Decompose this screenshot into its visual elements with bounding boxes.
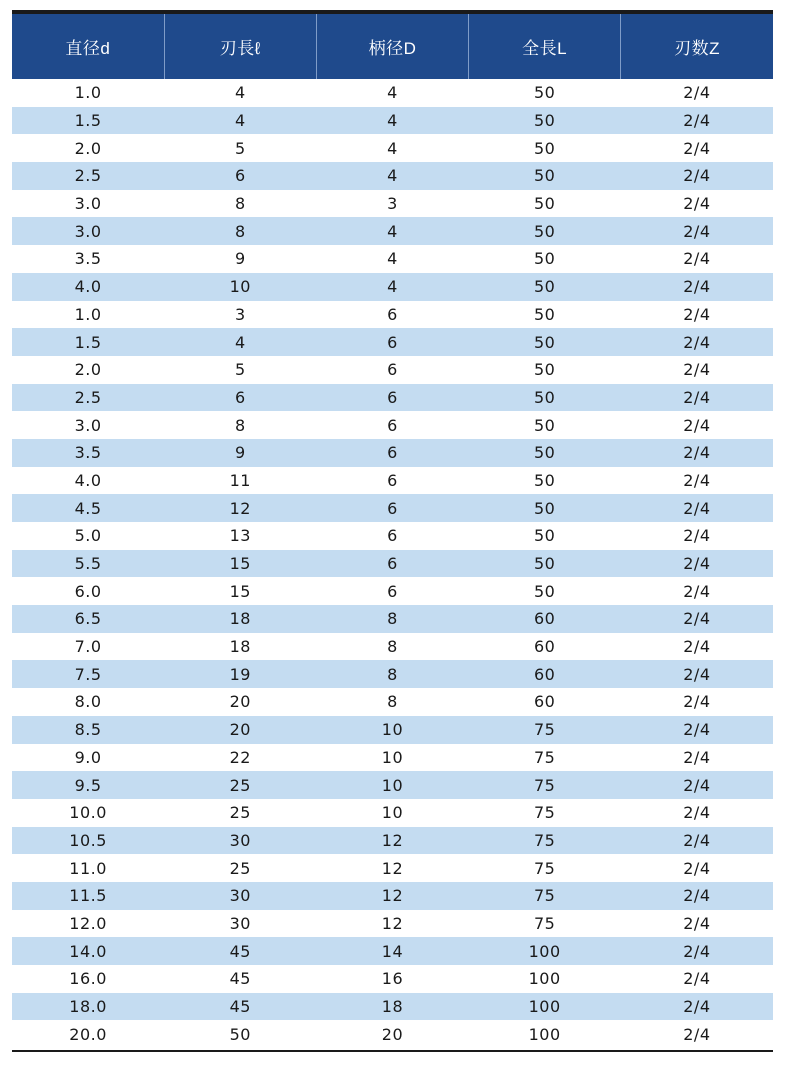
- cell-shank-diameter: 14: [316, 937, 468, 965]
- cell-diameter: 1.5: [12, 328, 164, 356]
- table-row: [12, 827, 773, 855]
- cell-overall-length: 75: [469, 744, 621, 772]
- cell-shank-diameter: 4: [316, 245, 468, 273]
- table-row: [12, 716, 773, 744]
- cell-flute-length: 6: [164, 162, 316, 190]
- cell-shank-diameter: 10: [316, 771, 468, 799]
- table-row: [12, 577, 773, 605]
- cell-overall-length: 50: [469, 245, 621, 273]
- cell-overall-length: 50: [469, 384, 621, 412]
- cell-flute-count: 2/4: [621, 688, 773, 716]
- table-row: [12, 245, 773, 273]
- cell-flute-count: 2/4: [621, 522, 773, 550]
- cell-diameter: 3.5: [12, 439, 164, 467]
- cell-overall-length: 100: [469, 937, 621, 965]
- cell-shank-diameter: 4: [316, 79, 468, 107]
- cell-flute-count: 2/4: [621, 937, 773, 965]
- cell-flute-count: 2/4: [621, 827, 773, 855]
- cell-flute-length: 25: [164, 771, 316, 799]
- cell-flute-count: 2/4: [621, 716, 773, 744]
- cell-diameter: 2.5: [12, 384, 164, 412]
- cell-flute-count: 2/4: [621, 799, 773, 827]
- cell-overall-length: 50: [469, 301, 621, 329]
- cell-flute-length: 6: [164, 384, 316, 412]
- table-row: [12, 854, 773, 882]
- cell-diameter: 11.0: [12, 854, 164, 882]
- cell-flute-length: 4: [164, 328, 316, 356]
- cell-overall-length: 50: [469, 550, 621, 578]
- cell-flute-length: 4: [164, 107, 316, 135]
- cell-flute-length: 9: [164, 439, 316, 467]
- cell-diameter: 4.5: [12, 494, 164, 522]
- cell-flute-length: 15: [164, 550, 316, 578]
- cell-diameter: 12.0: [12, 910, 164, 938]
- table-row: [12, 688, 773, 716]
- cell-flute-count: 2/4: [621, 854, 773, 882]
- cell-diameter: 2.5: [12, 162, 164, 190]
- cell-overall-length: 50: [469, 79, 621, 107]
- table-row: [12, 107, 773, 135]
- cell-shank-diameter: 16: [316, 965, 468, 993]
- cell-flute-length: 19: [164, 660, 316, 688]
- cell-shank-diameter: 4: [316, 273, 468, 301]
- cell-overall-length: 60: [469, 688, 621, 716]
- table-row: [12, 771, 773, 799]
- cell-overall-length: 50: [469, 162, 621, 190]
- cell-overall-length: 50: [469, 356, 621, 384]
- cell-flute-length: 25: [164, 854, 316, 882]
- cell-flute-length: 4: [164, 79, 316, 107]
- cell-overall-length: 50: [469, 467, 621, 495]
- cell-overall-length: 50: [469, 107, 621, 135]
- cell-shank-diameter: 6: [316, 577, 468, 605]
- cell-overall-length: 75: [469, 716, 621, 744]
- cell-flute-count: 2/4: [621, 660, 773, 688]
- table-row: [12, 522, 773, 550]
- cell-shank-diameter: 6: [316, 467, 468, 495]
- cell-shank-diameter: 6: [316, 301, 468, 329]
- cell-shank-diameter: 4: [316, 134, 468, 162]
- table-row: [12, 1020, 773, 1048]
- table-row: [12, 799, 773, 827]
- cell-diameter: 5.0: [12, 522, 164, 550]
- cell-flute-length: 30: [164, 882, 316, 910]
- cell-flute-length: 9: [164, 245, 316, 273]
- cell-diameter: 5.5: [12, 550, 164, 578]
- cell-diameter: 4.0: [12, 467, 164, 495]
- cell-flute-count: 2/4: [621, 965, 773, 993]
- spec-table: [12, 14, 773, 1048]
- cell-shank-diameter: 10: [316, 799, 468, 827]
- cell-flute-count: 2/4: [621, 79, 773, 107]
- cell-flute-length: 13: [164, 522, 316, 550]
- table-row: [12, 217, 773, 245]
- header-diameter: 直径d: [12, 14, 164, 79]
- cell-overall-length: 50: [469, 411, 621, 439]
- cell-flute-count: 2/4: [621, 190, 773, 218]
- cell-diameter: 1.5: [12, 107, 164, 135]
- cell-overall-length: 50: [469, 522, 621, 550]
- cell-diameter: 8.0: [12, 688, 164, 716]
- cell-diameter: 2.0: [12, 134, 164, 162]
- cell-shank-diameter: 12: [316, 882, 468, 910]
- cell-flute-count: 2/4: [621, 328, 773, 356]
- cell-diameter: 1.0: [12, 301, 164, 329]
- table-row: [12, 965, 773, 993]
- cell-overall-length: 50: [469, 328, 621, 356]
- cell-flute-count: 2/4: [621, 910, 773, 938]
- cell-diameter: 3.5: [12, 245, 164, 273]
- cell-shank-diameter: 12: [316, 827, 468, 855]
- cell-diameter: 20.0: [12, 1020, 164, 1048]
- cell-overall-length: 75: [469, 882, 621, 910]
- cell-flute-length: 22: [164, 744, 316, 772]
- cell-shank-diameter: 8: [316, 688, 468, 716]
- cell-diameter: 8.5: [12, 716, 164, 744]
- table-row: [12, 550, 773, 578]
- header-shank-diameter: 柄径D: [316, 14, 468, 79]
- cell-diameter: 10.5: [12, 827, 164, 855]
- cell-flute-count: 2/4: [621, 744, 773, 772]
- cell-flute-count: 2/4: [621, 273, 773, 301]
- cell-diameter: 11.5: [12, 882, 164, 910]
- cell-diameter: 7.5: [12, 660, 164, 688]
- cell-flute-length: 3: [164, 301, 316, 329]
- cell-overall-length: 60: [469, 633, 621, 661]
- cell-shank-diameter: 6: [316, 494, 468, 522]
- cell-shank-diameter: 10: [316, 716, 468, 744]
- cell-diameter: 3.0: [12, 217, 164, 245]
- cell-overall-length: 100: [469, 993, 621, 1021]
- cell-flute-count: 2/4: [621, 439, 773, 467]
- cell-flute-count: 2/4: [621, 162, 773, 190]
- cell-overall-length: 75: [469, 827, 621, 855]
- cell-overall-length: 100: [469, 1020, 621, 1048]
- cell-flute-count: 2/4: [621, 605, 773, 633]
- cell-diameter: 9.5: [12, 771, 164, 799]
- table-row: [12, 744, 773, 772]
- cell-flute-length: 30: [164, 910, 316, 938]
- table-row: [12, 328, 773, 356]
- table-row: [12, 134, 773, 162]
- cell-shank-diameter: 8: [316, 605, 468, 633]
- table-row: [12, 79, 773, 107]
- cell-shank-diameter: 20: [316, 1020, 468, 1048]
- cell-diameter: 9.0: [12, 744, 164, 772]
- cell-diameter: 1.0: [12, 79, 164, 107]
- table-row: [12, 633, 773, 661]
- cell-flute-count: 2/4: [621, 134, 773, 162]
- cell-overall-length: 50: [469, 190, 621, 218]
- cell-overall-length: 50: [469, 577, 621, 605]
- cell-shank-diameter: 4: [316, 217, 468, 245]
- cell-flute-count: 2/4: [621, 577, 773, 605]
- cell-shank-diameter: 6: [316, 328, 468, 356]
- header-flute-count: 刃数Z: [621, 14, 773, 79]
- cell-shank-diameter: 6: [316, 356, 468, 384]
- table-header: [12, 14, 773, 79]
- cell-diameter: 6.5: [12, 605, 164, 633]
- cell-flute-count: 2/4: [621, 356, 773, 384]
- table-row: [12, 494, 773, 522]
- cell-shank-diameter: 10: [316, 744, 468, 772]
- header-flute-length: 刃長ℓ: [164, 14, 316, 79]
- cell-diameter: 7.0: [12, 633, 164, 661]
- table-row: [12, 605, 773, 633]
- cell-diameter: 18.0: [12, 993, 164, 1021]
- cell-overall-length: 50: [469, 494, 621, 522]
- cell-shank-diameter: 12: [316, 854, 468, 882]
- table-row: [12, 190, 773, 218]
- cell-flute-length: 5: [164, 356, 316, 384]
- cell-overall-length: 50: [469, 217, 621, 245]
- cell-flute-length: 45: [164, 965, 316, 993]
- cell-diameter: 3.0: [12, 411, 164, 439]
- table-row: [12, 660, 773, 688]
- cell-flute-length: 45: [164, 937, 316, 965]
- table-row: [12, 937, 773, 965]
- cell-overall-length: 50: [469, 273, 621, 301]
- cell-shank-diameter: 6: [316, 411, 468, 439]
- cell-flute-count: 2/4: [621, 882, 773, 910]
- cell-shank-diameter: 6: [316, 439, 468, 467]
- cell-flute-length: 20: [164, 688, 316, 716]
- cell-diameter: 3.0: [12, 190, 164, 218]
- cell-overall-length: 50: [469, 134, 621, 162]
- cell-flute-length: 25: [164, 799, 316, 827]
- cell-diameter: 6.0: [12, 577, 164, 605]
- header-overall-length: 全長L: [469, 14, 621, 79]
- cell-shank-diameter: 18: [316, 993, 468, 1021]
- table-row: [12, 356, 773, 384]
- cell-shank-diameter: 4: [316, 107, 468, 135]
- cell-shank-diameter: 3: [316, 190, 468, 218]
- header-row: [12, 14, 773, 79]
- cell-shank-diameter: 8: [316, 660, 468, 688]
- cell-flute-count: 2/4: [621, 550, 773, 578]
- table-row: [12, 439, 773, 467]
- cell-flute-length: 11: [164, 467, 316, 495]
- cell-overall-length: 60: [469, 660, 621, 688]
- table-row: [12, 162, 773, 190]
- spec-table-container: [12, 10, 773, 1052]
- cell-flute-length: 8: [164, 190, 316, 218]
- cell-flute-length: 18: [164, 633, 316, 661]
- cell-overall-length: 60: [469, 605, 621, 633]
- cell-flute-count: 2/4: [621, 245, 773, 273]
- cell-shank-diameter: 12: [316, 910, 468, 938]
- cell-shank-diameter: 6: [316, 550, 468, 578]
- table-row: [12, 273, 773, 301]
- cell-flute-length: 30: [164, 827, 316, 855]
- cell-flute-count: 2/4: [621, 467, 773, 495]
- cell-shank-diameter: 8: [316, 633, 468, 661]
- cell-flute-length: 8: [164, 217, 316, 245]
- cell-flute-count: 2/4: [621, 411, 773, 439]
- cell-diameter: 16.0: [12, 965, 164, 993]
- cell-overall-length: 75: [469, 771, 621, 799]
- table-body: [12, 79, 773, 1048]
- cell-overall-length: 75: [469, 799, 621, 827]
- cell-flute-length: 5: [164, 134, 316, 162]
- cell-flute-count: 2/4: [621, 301, 773, 329]
- table-row: [12, 910, 773, 938]
- cell-diameter: 4.0: [12, 273, 164, 301]
- table-row: [12, 993, 773, 1021]
- cell-flute-length: 20: [164, 716, 316, 744]
- table-row: [12, 411, 773, 439]
- cell-flute-count: 2/4: [621, 107, 773, 135]
- cell-diameter: 10.0: [12, 799, 164, 827]
- table-row: [12, 882, 773, 910]
- cell-flute-length: 8: [164, 411, 316, 439]
- cell-overall-length: 50: [469, 439, 621, 467]
- cell-flute-length: 18: [164, 605, 316, 633]
- cell-overall-length: 75: [469, 910, 621, 938]
- cell-flute-length: 10: [164, 273, 316, 301]
- cell-shank-diameter: 6: [316, 384, 468, 412]
- cell-flute-length: 15: [164, 577, 316, 605]
- bottom-rule: [12, 1050, 773, 1052]
- cell-flute-count: 2/4: [621, 494, 773, 522]
- cell-flute-count: 2/4: [621, 633, 773, 661]
- cell-flute-count: 2/4: [621, 771, 773, 799]
- table-row: [12, 384, 773, 412]
- cell-overall-length: 75: [469, 854, 621, 882]
- table-row: [12, 467, 773, 495]
- cell-flute-length: 12: [164, 494, 316, 522]
- cell-flute-length: 45: [164, 993, 316, 1021]
- cell-shank-diameter: 4: [316, 162, 468, 190]
- cell-diameter: 14.0: [12, 937, 164, 965]
- cell-flute-count: 2/4: [621, 1020, 773, 1048]
- cell-flute-length: 50: [164, 1020, 316, 1048]
- cell-diameter: 2.0: [12, 356, 164, 384]
- cell-flute-count: 2/4: [621, 217, 773, 245]
- table-row: [12, 301, 773, 329]
- cell-flute-count: 2/4: [621, 384, 773, 412]
- cell-shank-diameter: 6: [316, 522, 468, 550]
- cell-flute-count: 2/4: [621, 993, 773, 1021]
- cell-overall-length: 100: [469, 965, 621, 993]
